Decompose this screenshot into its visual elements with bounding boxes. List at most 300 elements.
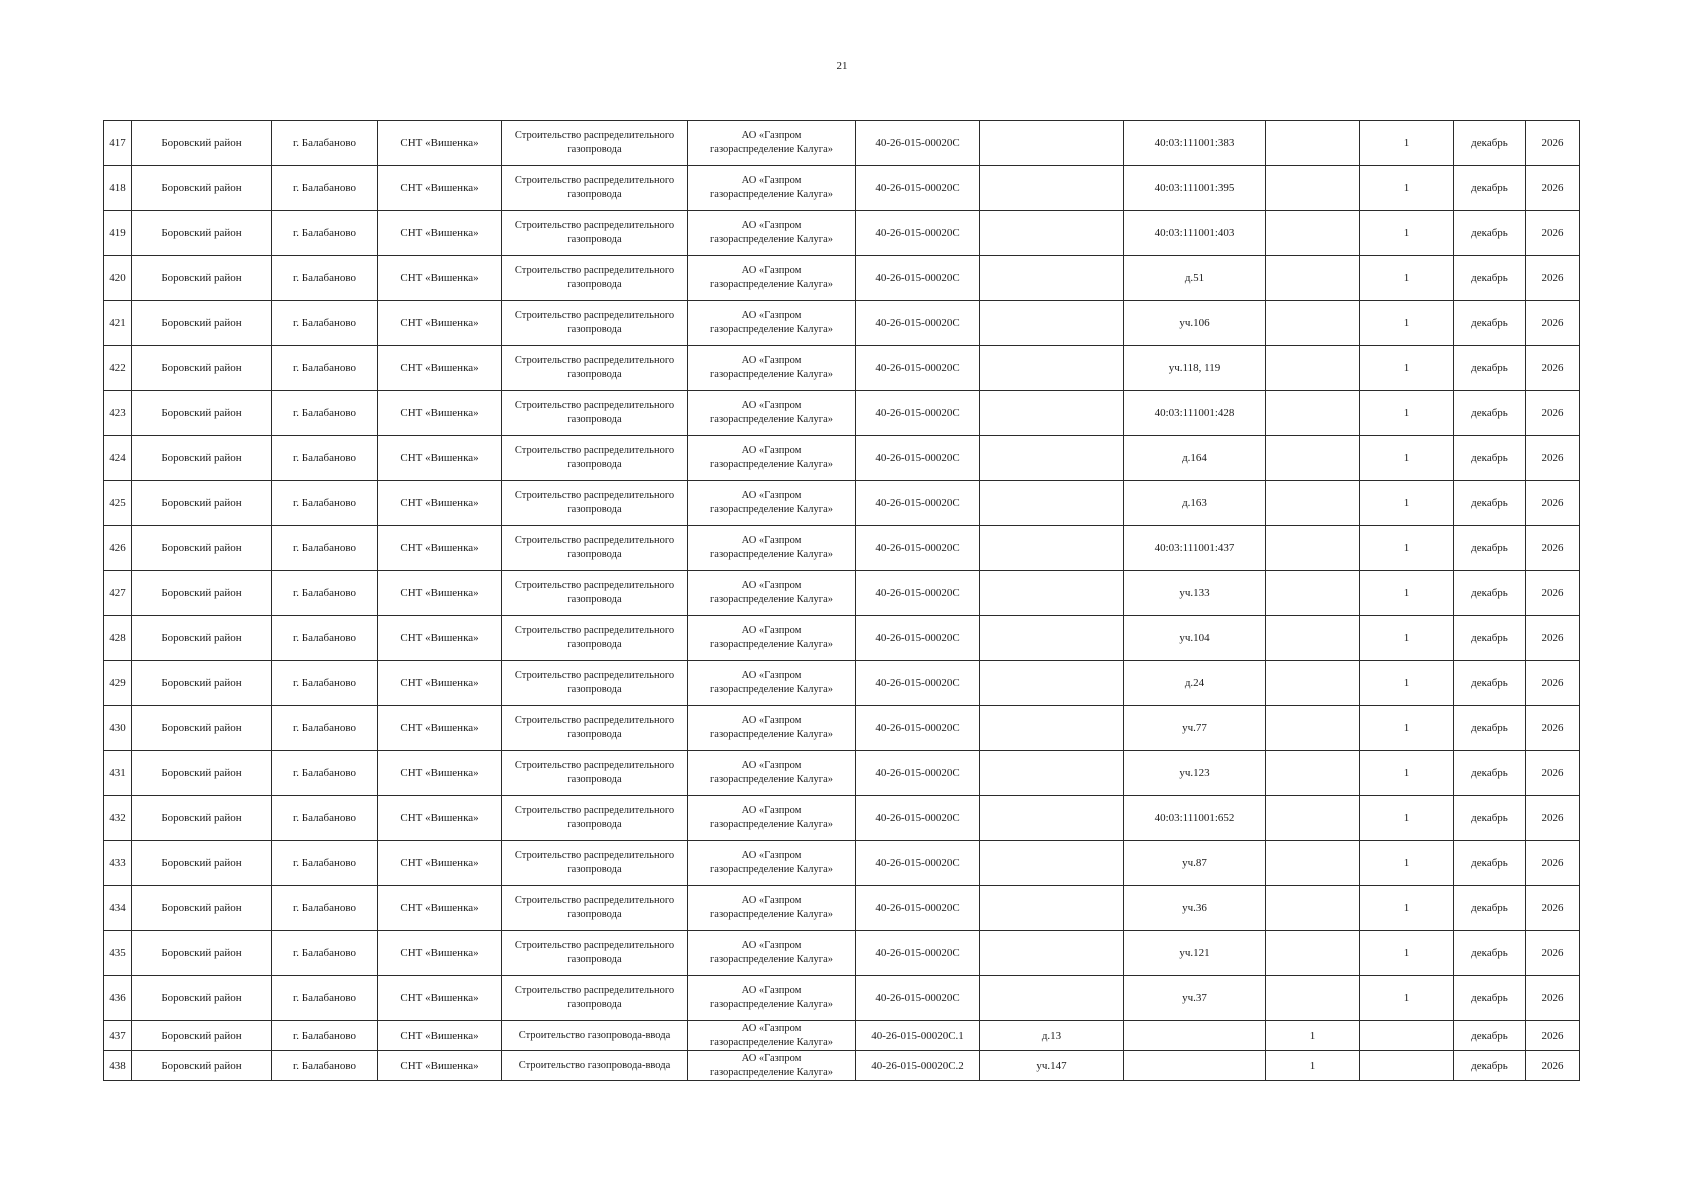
address-a-cell <box>980 796 1124 841</box>
organization-line-1: АО «Газпром <box>741 220 802 231</box>
organization-cell <box>688 256 856 301</box>
row-number-cell: 430 <box>104 706 132 751</box>
address-b-cell: 40:03:111001:437 <box>1124 526 1266 571</box>
count-a-cell <box>1266 571 1360 616</box>
row-number-cell: 424 <box>104 436 132 481</box>
organization-line-2: газораспределение Калуга» <box>709 864 834 875</box>
row-number-cell: 423 <box>104 391 132 436</box>
month-cell: декабрь <box>1454 301 1526 346</box>
society-cell: СНТ «Вишенка» <box>378 121 502 166</box>
city-cell: г. Балабаново <box>272 616 378 661</box>
month-cell: декабрь <box>1454 121 1526 166</box>
society-cell: СНТ «Вишенка» <box>378 661 502 706</box>
month-cell: декабрь <box>1454 436 1526 481</box>
society-cell: СНТ «Вишенка» <box>378 1021 502 1051</box>
address-a-cell <box>980 751 1124 796</box>
work-type-cell: Строительство распределительного газопровода <box>502 796 688 841</box>
address-b-cell: уч.118, 119 <box>1124 346 1266 391</box>
work-type-cell: Строительство распределительного газопровода <box>502 571 688 616</box>
table-row <box>104 1021 1580 1051</box>
address-a-cell <box>980 841 1124 886</box>
organization-line-1: АО «Газпром <box>741 130 802 141</box>
project-code-cell: 40-26-015-00020С <box>856 571 980 616</box>
organization-cell <box>688 301 856 346</box>
work-type-cell: Строительство распределительного газопровода <box>502 301 688 346</box>
organization-cell <box>688 526 856 571</box>
count-b-cell: 1 <box>1360 526 1454 571</box>
city-cell: г. Балабаново <box>272 931 378 976</box>
district-cell: Боровский район <box>132 481 272 526</box>
work-type-cell: Строительство распределительного газопровода <box>502 931 688 976</box>
address-b-cell: д.51 <box>1124 256 1266 301</box>
city-cell: г. Балабаново <box>272 706 378 751</box>
address-b-cell: 40:03:111001:395 <box>1124 166 1266 211</box>
year-cell: 2026 <box>1526 661 1580 706</box>
organization-line-2: газораспределение Калуга» <box>709 369 834 380</box>
address-b-cell: уч.36 <box>1124 886 1266 931</box>
month-cell: декабрь <box>1454 841 1526 886</box>
table-row <box>104 796 1580 841</box>
table-row <box>104 886 1580 931</box>
city-cell: г. Балабаново <box>272 886 378 931</box>
organization-cell <box>688 571 856 616</box>
count-b-cell: 1 <box>1360 391 1454 436</box>
work-type-cell: Строительство распределительного газопровода <box>502 661 688 706</box>
organization-cell <box>688 1051 856 1081</box>
row-number-cell: 438 <box>104 1051 132 1081</box>
district-cell: Боровский район <box>132 931 272 976</box>
month-cell: декабрь <box>1454 256 1526 301</box>
organization-line-2: газораспределение Калуга» <box>709 324 834 335</box>
city-cell: г. Балабаново <box>272 1021 378 1051</box>
count-a-cell <box>1266 976 1360 1021</box>
count-b-cell: 1 <box>1360 346 1454 391</box>
district-cell: Боровский район <box>132 301 272 346</box>
project-code-cell: 40-26-015-00020С <box>856 661 980 706</box>
month-cell: декабрь <box>1454 346 1526 391</box>
organization-line-2: газораспределение Калуга» <box>709 549 834 560</box>
year-cell: 2026 <box>1526 796 1580 841</box>
organization-cell <box>688 1021 856 1051</box>
district-cell: Боровский район <box>132 211 272 256</box>
organization-line-2: газораспределение Калуга» <box>709 1066 834 1078</box>
table-row <box>104 1051 1580 1081</box>
district-cell: Боровский район <box>132 661 272 706</box>
work-type-cell: Строительство распределительного газопровода <box>502 481 688 526</box>
row-number-cell: 428 <box>104 616 132 661</box>
district-cell: Боровский район <box>132 571 272 616</box>
address-a-cell <box>980 346 1124 391</box>
month-cell: декабрь <box>1454 211 1526 256</box>
address-b-cell: уч.106 <box>1124 301 1266 346</box>
project-code-cell: 40-26-015-00020С.2 <box>856 1051 980 1081</box>
month-cell: декабрь <box>1454 526 1526 571</box>
row-number-cell: 437 <box>104 1021 132 1051</box>
work-type-cell: Строительство распределительного газопровода <box>502 166 688 211</box>
organization-line-2: газораспределение Калуга» <box>709 684 834 695</box>
count-b-cell: 1 <box>1360 796 1454 841</box>
project-code-cell: 40-26-015-00020С <box>856 256 980 301</box>
organization-line-2: газораспределение Калуга» <box>709 729 834 740</box>
organization-cell <box>688 481 856 526</box>
count-a-cell <box>1266 661 1360 706</box>
district-cell: Боровский район <box>132 391 272 436</box>
count-a-cell: 1 <box>1266 1021 1360 1051</box>
table-row <box>104 121 1580 166</box>
year-cell: 2026 <box>1526 976 1580 1021</box>
address-a-cell <box>980 301 1124 346</box>
count-a-cell <box>1266 886 1360 931</box>
project-code-cell: 40-26-015-00020С <box>856 706 980 751</box>
address-a-cell <box>980 211 1124 256</box>
project-code-cell: 40-26-015-00020С <box>856 391 980 436</box>
society-cell: СНТ «Вишенка» <box>378 211 502 256</box>
organization-line-2: газораспределение Калуга» <box>709 774 834 785</box>
count-a-cell <box>1266 751 1360 796</box>
table-row <box>104 481 1580 526</box>
year-cell: 2026 <box>1526 1051 1580 1081</box>
district-cell: Боровский район <box>132 976 272 1021</box>
count-a-cell <box>1266 211 1360 256</box>
work-type-cell: Строительство газопровода-ввода <box>502 1021 688 1051</box>
organization-cell <box>688 166 856 211</box>
organization-line-2: газораспределение Калуга» <box>709 639 834 650</box>
organization-cell <box>688 751 856 796</box>
year-cell: 2026 <box>1526 211 1580 256</box>
organization-line-1: АО «Газпром <box>741 310 802 321</box>
count-b-cell: 1 <box>1360 751 1454 796</box>
row-number-cell: 418 <box>104 166 132 211</box>
address-a-cell <box>980 166 1124 211</box>
city-cell: г. Балабаново <box>272 256 378 301</box>
project-code-cell: 40-26-015-00020С <box>856 436 980 481</box>
work-type-cell: Строительство распределительного газопровода <box>502 886 688 931</box>
count-a-cell: 1 <box>1266 1051 1360 1081</box>
year-cell: 2026 <box>1526 1021 1580 1051</box>
project-code-cell: 40-26-015-00020С <box>856 976 980 1021</box>
work-type-cell: Строительство распределительного газопровода <box>502 256 688 301</box>
table-row <box>104 931 1580 976</box>
count-a-cell <box>1266 526 1360 571</box>
society-cell: СНТ «Вишенка» <box>378 166 502 211</box>
year-cell: 2026 <box>1526 931 1580 976</box>
organization-line-1: АО «Газпром <box>741 1052 802 1064</box>
table-row <box>104 976 1580 1021</box>
district-cell: Боровский район <box>132 526 272 571</box>
organization-cell <box>688 886 856 931</box>
project-code-cell: 40-26-015-00020С <box>856 346 980 391</box>
organization-line-1: АО «Газпром <box>741 715 802 726</box>
work-type-cell: Строительство распределительного газопровода <box>502 121 688 166</box>
table-row <box>104 166 1580 211</box>
count-a-cell <box>1266 301 1360 346</box>
count-a-cell <box>1266 436 1360 481</box>
society-cell: СНТ «Вишенка» <box>378 796 502 841</box>
count-a-cell <box>1266 616 1360 661</box>
district-cell: Боровский район <box>132 886 272 931</box>
count-b-cell: 1 <box>1360 976 1454 1021</box>
city-cell: г. Балабаново <box>272 796 378 841</box>
organization-line-2: газораспределение Калуга» <box>709 189 834 200</box>
city-cell: г. Балабаново <box>272 976 378 1021</box>
project-code-cell: 40-26-015-00020С <box>856 301 980 346</box>
district-cell: Боровский район <box>132 436 272 481</box>
address-a-cell <box>980 886 1124 931</box>
count-a-cell <box>1266 166 1360 211</box>
month-cell: декабрь <box>1454 166 1526 211</box>
count-b-cell: 1 <box>1360 661 1454 706</box>
year-cell: 2026 <box>1526 166 1580 211</box>
organization-cell <box>688 211 856 256</box>
work-type-cell: Строительство распределительного газопровода <box>502 706 688 751</box>
society-cell: СНТ «Вишенка» <box>378 256 502 301</box>
society-cell: СНТ «Вишенка» <box>378 841 502 886</box>
address-b-cell <box>1124 1051 1266 1081</box>
city-cell: г. Балабаново <box>272 391 378 436</box>
society-cell: СНТ «Вишенка» <box>378 391 502 436</box>
address-a-cell <box>980 391 1124 436</box>
district-cell: Боровский район <box>132 1021 272 1051</box>
organization-line-2: газораспределение Калуга» <box>709 234 834 245</box>
city-cell: г. Балабаново <box>272 346 378 391</box>
organization-cell <box>688 121 856 166</box>
month-cell: декабрь <box>1454 481 1526 526</box>
count-b-cell: 1 <box>1360 706 1454 751</box>
organization-cell <box>688 616 856 661</box>
address-a-cell <box>980 661 1124 706</box>
address-a-cell: д.13 <box>980 1021 1124 1051</box>
organization-line-2: газораспределение Калуга» <box>709 954 834 965</box>
society-cell: СНТ «Вишенка» <box>378 526 502 571</box>
organization-line-2: газораспределение Калуга» <box>709 999 834 1010</box>
district-cell: Боровский район <box>132 121 272 166</box>
table-row <box>104 391 1580 436</box>
organization-line-2: газораспределение Калуга» <box>709 1036 834 1048</box>
address-b-cell: уч.37 <box>1124 976 1266 1021</box>
district-cell: Боровский район <box>132 346 272 391</box>
row-number-cell: 436 <box>104 976 132 1021</box>
year-cell: 2026 <box>1526 841 1580 886</box>
count-b-cell <box>1360 1021 1454 1051</box>
district-cell: Боровский район <box>132 616 272 661</box>
organization-line-2: газораспределение Калуга» <box>709 414 834 425</box>
row-number-cell: 417 <box>104 121 132 166</box>
address-a-cell <box>980 481 1124 526</box>
address-a-cell <box>980 121 1124 166</box>
project-code-cell: 40-26-015-00020С <box>856 121 980 166</box>
year-cell: 2026 <box>1526 751 1580 796</box>
address-a-cell <box>980 256 1124 301</box>
year-cell: 2026 <box>1526 301 1580 346</box>
organization-cell <box>688 391 856 436</box>
year-cell: 2026 <box>1526 391 1580 436</box>
organization-line-1: АО «Газпром <box>741 175 802 186</box>
count-b-cell: 1 <box>1360 436 1454 481</box>
count-b-cell <box>1360 1051 1454 1081</box>
organization-line-1: АО «Газпром <box>741 760 802 771</box>
row-number-cell: 435 <box>104 931 132 976</box>
work-type-cell: Строительство распределительного газопровода <box>502 391 688 436</box>
count-b-cell: 1 <box>1360 211 1454 256</box>
project-code-cell: 40-26-015-00020С <box>856 481 980 526</box>
society-cell: СНТ «Вишенка» <box>378 436 502 481</box>
address-b-cell: 40:03:111001:652 <box>1124 796 1266 841</box>
organization-cell <box>688 841 856 886</box>
organization-line-2: газораспределение Калуга» <box>709 909 834 920</box>
count-a-cell <box>1266 706 1360 751</box>
address-b-cell: 40:03:111001:383 <box>1124 121 1266 166</box>
address-a-cell <box>980 526 1124 571</box>
organization-cell <box>688 706 856 751</box>
year-cell: 2026 <box>1526 121 1580 166</box>
organization-line-2: газораспределение Калуга» <box>709 144 834 155</box>
society-cell: СНТ «Вишенка» <box>378 301 502 346</box>
district-cell: Боровский район <box>132 166 272 211</box>
table-row <box>104 526 1580 571</box>
organization-line-1: АО «Газпром <box>741 895 802 906</box>
month-cell: декабрь <box>1454 751 1526 796</box>
address-b-cell: 40:03:111001:428 <box>1124 391 1266 436</box>
address-b-cell: уч.121 <box>1124 931 1266 976</box>
row-number-cell: 426 <box>104 526 132 571</box>
month-cell: декабрь <box>1454 706 1526 751</box>
organization-cell <box>688 346 856 391</box>
project-code-cell: 40-26-015-00020С <box>856 751 980 796</box>
month-cell: декабрь <box>1454 796 1526 841</box>
year-cell: 2026 <box>1526 481 1580 526</box>
month-cell: декабрь <box>1454 1051 1526 1081</box>
month-cell: декабрь <box>1454 931 1526 976</box>
society-cell: СНТ «Вишенка» <box>378 481 502 526</box>
city-cell: г. Балабаново <box>272 661 378 706</box>
year-cell: 2026 <box>1526 571 1580 616</box>
organization-line-2: газораспределение Калуга» <box>709 279 834 290</box>
city-cell: г. Балабаново <box>272 301 378 346</box>
address-a-cell <box>980 706 1124 751</box>
district-cell: Боровский район <box>132 841 272 886</box>
city-cell: г. Балабаново <box>272 121 378 166</box>
table-row <box>104 346 1580 391</box>
city-cell: г. Балабаново <box>272 526 378 571</box>
organization-line-2: газораспределение Калуга» <box>709 459 834 470</box>
organization-line-1: АО «Газпром <box>741 670 802 681</box>
work-type-cell: Строительство распределительного газопровода <box>502 346 688 391</box>
count-a-cell <box>1266 256 1360 301</box>
table-row <box>104 256 1580 301</box>
organization-line-2: газораспределение Калуга» <box>709 819 834 830</box>
register-table <box>103 120 1580 1081</box>
organization-line-1: АО «Газпром <box>741 985 802 996</box>
work-type-cell: Строительство распределительного газопровода <box>502 211 688 256</box>
address-b-cell: уч.77 <box>1124 706 1266 751</box>
district-cell: Боровский район <box>132 751 272 796</box>
address-b-cell: 40:03:111001:403 <box>1124 211 1266 256</box>
count-a-cell <box>1266 346 1360 391</box>
organization-line-1: АО «Газпром <box>741 355 802 366</box>
address-a-cell <box>980 931 1124 976</box>
address-b-cell: д.24 <box>1124 661 1266 706</box>
organization-cell <box>688 796 856 841</box>
work-type-cell: Строительство распределительного газопровода <box>502 841 688 886</box>
table-row <box>104 571 1580 616</box>
count-a-cell <box>1266 391 1360 436</box>
organization-line-1: АО «Газпром <box>741 400 802 411</box>
row-number-cell: 431 <box>104 751 132 796</box>
district-cell: Боровский район <box>132 1051 272 1081</box>
society-cell: СНТ «Вишенка» <box>378 616 502 661</box>
project-code-cell: 40-26-015-00020С <box>856 841 980 886</box>
page-number: 21 <box>836 60 848 72</box>
row-number-cell: 432 <box>104 796 132 841</box>
city-cell: г. Балабаново <box>272 481 378 526</box>
month-cell: декабрь <box>1454 661 1526 706</box>
count-b-cell: 1 <box>1360 301 1454 346</box>
society-cell: СНТ «Вишенка» <box>378 931 502 976</box>
address-b-cell: уч.133 <box>1124 571 1266 616</box>
organization-line-1: АО «Газпром <box>741 265 802 276</box>
district-cell: Боровский район <box>132 256 272 301</box>
month-cell: декабрь <box>1454 1021 1526 1051</box>
count-b-cell: 1 <box>1360 616 1454 661</box>
table-row <box>104 616 1580 661</box>
organization-line-1: АО «Газпром <box>741 850 802 861</box>
row-number-cell: 421 <box>104 301 132 346</box>
organization-line-1: АО «Газпром <box>741 625 802 636</box>
address-a-cell: уч.147 <box>980 1051 1124 1081</box>
count-b-cell: 1 <box>1360 481 1454 526</box>
organization-line-1: АО «Газпром <box>741 1022 802 1034</box>
table-body <box>104 121 1580 1081</box>
work-type-cell: Строительство распределительного газопровода <box>502 526 688 571</box>
month-cell: декабрь <box>1454 976 1526 1021</box>
society-cell: СНТ «Вишенка» <box>378 346 502 391</box>
society-cell: СНТ «Вишенка» <box>378 886 502 931</box>
society-cell: СНТ «Вишенка» <box>378 571 502 616</box>
organization-line-1: АО «Газпром <box>741 580 802 591</box>
project-code-cell: 40-26-015-00020С <box>856 526 980 571</box>
count-b-cell: 1 <box>1360 841 1454 886</box>
row-number-cell: 434 <box>104 886 132 931</box>
year-cell: 2026 <box>1526 346 1580 391</box>
organization-line-2: газораспределение Калуга» <box>709 504 834 515</box>
organization-line-2: газораспределение Калуга» <box>709 594 834 605</box>
table-row <box>104 841 1580 886</box>
organization-line-1: АО «Газпром <box>741 805 802 816</box>
count-b-cell: 1 <box>1360 931 1454 976</box>
work-type-cell: Строительство распределительного газопровода <box>502 616 688 661</box>
count-b-cell: 1 <box>1360 571 1454 616</box>
table-row <box>104 751 1580 796</box>
count-a-cell <box>1266 121 1360 166</box>
project-code-cell: 40-26-015-00020С <box>856 166 980 211</box>
city-cell: г. Балабаново <box>272 571 378 616</box>
organization-line-1: АО «Газпром <box>741 445 802 456</box>
society-cell: СНТ «Вишенка» <box>378 751 502 796</box>
row-number-cell: 419 <box>104 211 132 256</box>
district-cell: Боровский район <box>132 706 272 751</box>
year-cell: 2026 <box>1526 436 1580 481</box>
month-cell: декабрь <box>1454 616 1526 661</box>
count-a-cell <box>1266 481 1360 526</box>
count-a-cell <box>1266 841 1360 886</box>
address-b-cell <box>1124 1021 1266 1051</box>
table-row <box>104 436 1580 481</box>
project-code-cell: 40-26-015-00020С <box>856 796 980 841</box>
month-cell: декабрь <box>1454 391 1526 436</box>
count-b-cell: 1 <box>1360 166 1454 211</box>
city-cell: г. Балабаново <box>272 841 378 886</box>
work-type-cell: Строительство распределительного газопровода <box>502 751 688 796</box>
